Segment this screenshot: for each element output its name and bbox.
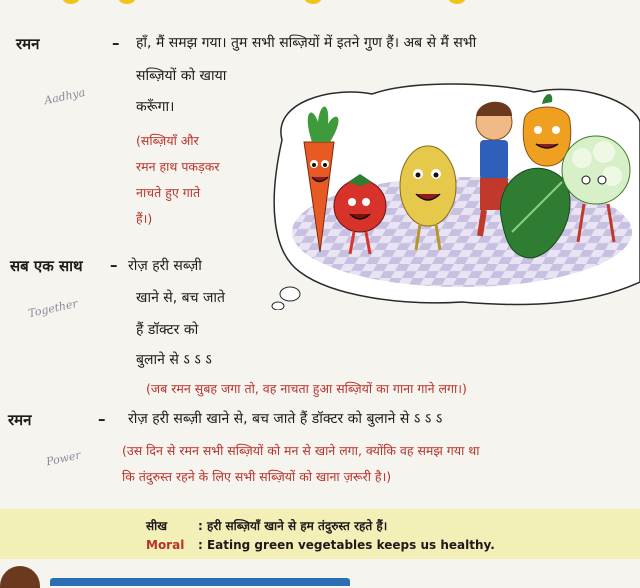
bottom-blue-strip — [50, 578, 350, 586]
stage-direction: (सब्ज़ियाँ और — [136, 133, 199, 148]
handwritten-note: Together — [27, 296, 79, 321]
dialogue-line: करूँगा। — [136, 99, 175, 115]
stage-direction: हैं।) — [136, 211, 153, 226]
bottom-character-head — [0, 566, 40, 588]
speaker-dash: – — [98, 410, 106, 428]
stage-direction: (जब रमन सुबह जगा तो, वह नाचता हुआ सब्ज़ियों का गाना गाने लगा।) — [146, 381, 467, 396]
handwritten-note: Power — [45, 448, 82, 469]
dialogue-line: बुलाने से ऽ ऽ ऽ — [136, 352, 212, 368]
speaker-dash: – — [110, 256, 118, 274]
dialogue-line: सब्ज़ियों को खाया — [136, 68, 227, 84]
top-decoration — [0, 0, 640, 8]
moral-hindi-row — [146, 517, 387, 534]
moral-english-row — [146, 538, 495, 552]
moral-english-text: : Eating green vegetables keeps us healthy. — [198, 538, 495, 552]
stage-direction: रमन हाथ पकड़कर — [136, 159, 220, 174]
speaker-raman: रमन — [16, 35, 40, 53]
speaker-dash: – — [112, 34, 120, 52]
speaker-raman: रमन — [8, 411, 32, 429]
dialogue-line: रोज़ हरी सब्ज़ी — [128, 258, 202, 274]
moral-box — [0, 509, 640, 559]
stage-direction: नाचते हुए गाते — [136, 185, 201, 200]
dialogue-line: हैं डॉक्टर को — [136, 322, 199, 338]
vegetables-dance-illustration — [262, 82, 640, 310]
dialogue-line: खाने से, बच जाते — [136, 290, 225, 306]
dialogue-line: हाँ, मैं समझ गया। तुम सभी सब्ज़ियों में इतने गुण हैं। अब से मैं सभी — [136, 35, 477, 51]
handwritten-note: Aadhya — [43, 85, 87, 108]
stage-direction: (उस दिन से रमन सभी सब्ज़ियों को मन से खाने लगा, क्योंकि वह समझ गया था — [122, 443, 480, 458]
moral-hindi-label: सीख — [146, 519, 168, 533]
dialogue-line: रोज़ हरी सब्ज़ी खाने से, बच जाते हैं डॉक्टर को बुलाने से ऽ ऽ ऽ — [128, 411, 443, 427]
moral-english-label: Moral — [146, 538, 185, 552]
moral-hindi-text: : हरी सब्ज़ियाँ खाने से हम तंदुरुस्त रहते हैं। — [198, 519, 388, 533]
speaker-all-together: सब एक साथ — [10, 257, 83, 275]
stage-direction: कि तंदुरुस्त रहने के लिए सभी सब्ज़ियों को खाना ज़रूरी है।) — [122, 469, 392, 484]
